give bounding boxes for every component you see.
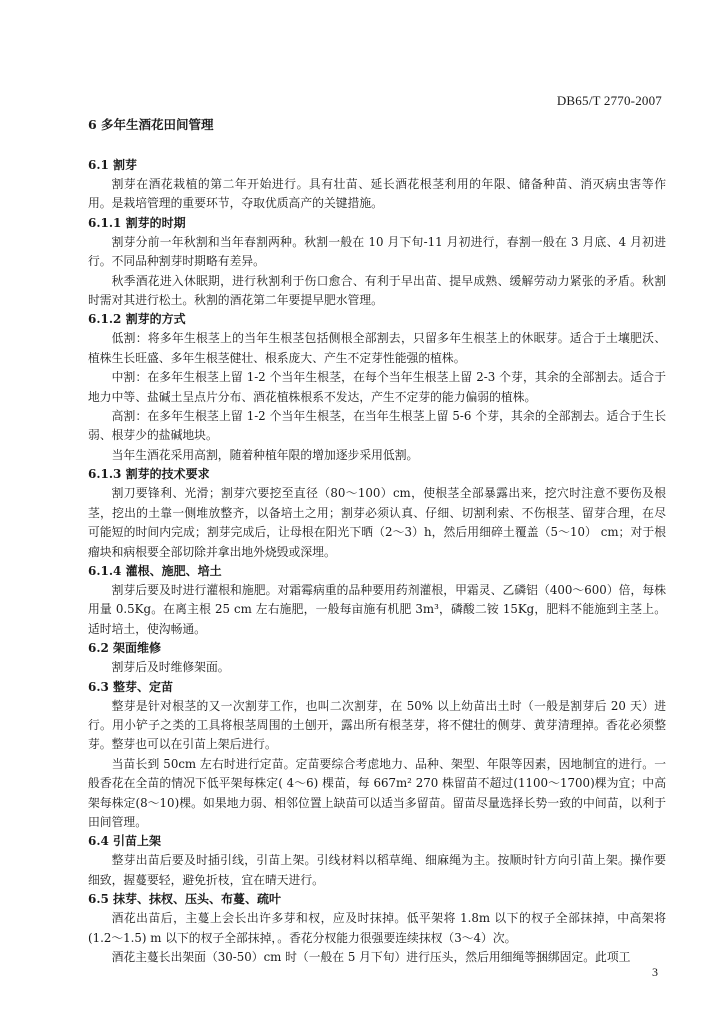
section-heading: 6.1.2 割芽的方式 bbox=[88, 312, 186, 327]
paragraph: 当年生酒花采用高割，随着种植年限的增加逐步采用低割。 bbox=[111, 447, 419, 462]
section-heading: 6.3 整芽、定苗 bbox=[88, 679, 174, 694]
section-heading: 6.1.1 割芽的时期 bbox=[88, 215, 186, 230]
section-heading: 6.2 架面维修 bbox=[88, 641, 162, 656]
section-heading: 6.4 引苗上架 bbox=[88, 834, 162, 849]
page-number: 3 bbox=[652, 965, 658, 979]
paragraph: 中割：在多年生根茎上留 1-2 个当年生根茎，在每个当年生根茎上留 2-3 个芽，其余的全部割去。适合于地力中等、盐碱土呈点片分布、酒花植株根系不发达，产生不定芽的能力偏弱的植株。 bbox=[88, 370, 666, 404]
paragraph: 整芽出苗后要及时插引线，引苗上架。引线材料以稻草绳、细麻绳为主。按顺时针方向引苗上架。操作要细致，握蔓要轻，避免折枝，宜在晴天进行。 bbox=[88, 853, 666, 887]
paragraph: 低割：将多年生根茎上的当年生根茎包括侧根全部割去，只留多年生根茎上的休眠芽。适合于土壤肥沃、植株生长旺盛、多年生根茎健壮、根系庞大、产生不定芽性能强的植株。 bbox=[88, 331, 666, 365]
paragraph: 酒花主蔓长出架面（30-50）cm 时（一般在 5 月下旬）进行压头，然后用细绳等捆绑固定。此项工 bbox=[111, 950, 631, 964]
chapter-title: 6 多年生酒花田间管理 bbox=[88, 117, 214, 132]
paragraph: 割芽分前一年秋割和当年春割两种。秋割一般在 10 月下旬-11 月初进行，春割一般在 3 月底、4 月初进行。不同品种割芽时期略有差异。 bbox=[88, 234, 666, 269]
standard-code: DB65/T 2770-2007 bbox=[556, 93, 662, 108]
sections-container bbox=[88, 156, 666, 967]
section-heading: 6.1.3 割芽的技术要求 bbox=[88, 467, 210, 482]
paragraph: 整芽是针对根茎的又一次割芽工作，也叫二次割芽，在 50% 以上幼苗出土时（一般是割芽后 20 天）进行。用小铲子之类的工具将根茎周围的土刨开，露出所有根茎芽，将不健壮的侧芽、黄芽清理掉。香花必须整芽。整芽也可以在引苗上架后进行。 bbox=[88, 698, 666, 752]
paragraph: 割刀要锋利、光滑；割芽穴要挖至直径（80～100）cm，使根茎全部暴露出来，挖穴时注意不要伤及根茎，挖出的土靠一侧堆放整齐，以备培土之用；割芽必须认真、仔细、切割利索、不伤根茎、留芽合理，在尽可能短的时间内完成；割芽完成后，让母根在阳光下晒（2～3）h，然后用细碎土覆盖（5～10） cm；对于根瘤块和病根要全部切除并拿出地外烧毁或深埋。 bbox=[88, 486, 666, 559]
paragraph: 酒花出苗后，主蔓上会长出许多芽和杈，应及时抹掉。低平架将 1.8m 以下的杈子全部抹掉，中高架将(1.2～1.5) m 以下的杈子全部抹掉，。香花分杈能力很强要连续抹杈（3～4）次。 bbox=[88, 911, 666, 945]
section-heading: 6.1 割芽 bbox=[88, 158, 138, 172]
paragraph: 割芽后及时维修架面。 bbox=[111, 660, 230, 675]
section-heading: 6.1.4 灌根、施肥、培土 bbox=[88, 563, 222, 578]
paragraph: 割芽在酒花栽植的第二年开始进行。具有壮苗、延长酒花根茎利用的年限、储备种苗、消灭病虫害等作用。是栽培管理的重要环节，夺取优质高产的关键措施。 bbox=[88, 177, 666, 211]
section-heading: 6.5 抹芽、抹杈、压头、布蔓、疏叶 bbox=[88, 892, 282, 907]
paragraph: 高割：在多年生根茎上留 1-2 个当年生根茎，在当年生根茎上留 5-6 个芽，其余的全部割去。适合于生长弱、根芽少的盐碱地块。 bbox=[88, 409, 666, 443]
document-body bbox=[88, 116, 666, 967]
paragraph: 割芽后要及时进行灌根和施肥。对霜霉病重的品种要用药剂灌根，甲霜灵、乙磷铝（400～600）倍，每株用量 0.5Kg。在离主根 25 cm 左右施肥，一般每亩施有机肥 3m³，磷酸二铵 15Kg，肥料不能施到主茎上。适时培土，使沟畅通。 bbox=[88, 582, 666, 636]
paragraph: 当苗长到 50cm 左右时进行定苗。定苗要综合考虑地力、品种、架型、年限等因素，因地制宜的进行。一般香花在全苗的情况下低平架每株定( 4～6) 棵苗，每 667m² 270 株留苗不超过(1100～1700)棵为宜；中高架每株定(8～10)棵。如果地力弱、相邻位置上缺苗可以适当多留苗。留苗尽量选择长势一致的中间苗，以利于田间管理。 bbox=[88, 756, 666, 829]
paragraph: 秋季酒花进入休眠期，进行秋割利于伤口愈合、有利于早出苗、提早成熟、缓解劳动力紧张的矛盾。秋割时需对其进行松土。秋割的酒花第二年要提早肥水管理。 bbox=[88, 273, 666, 308]
